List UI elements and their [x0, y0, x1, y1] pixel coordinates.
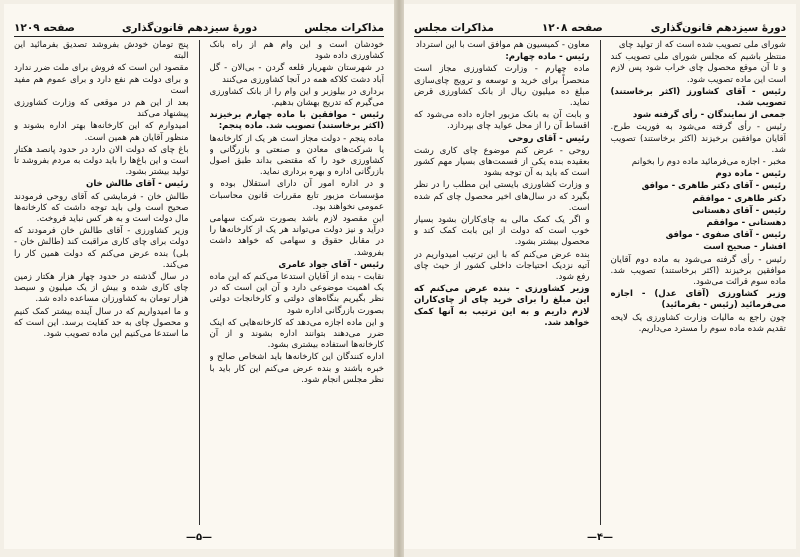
paragraph: چون راجع به مالیات وزارت کشاورزی یک لایحه تقدیم شده ماده سوم را مسترد می‌داریم.: [610, 312, 786, 334]
paragraph: رئیس - آقای روحی: [508, 133, 590, 144]
right-page-column-right: [611, 40, 787, 525]
right-page-label: صفحه ۱۲۰۸: [541, 22, 603, 34]
paragraph: پنج تومان خودش بفروشد تصدیق بفرمائید این البته: [14, 40, 189, 62]
paragraph: رئیس - رأی گرفته می‌شود به فوریت طرح. آقایان موافقین برخیزند (اکثر برخاستند) تصویب شد.: [610, 122, 786, 155]
left-page-title: مذاکرات مجلس: [304, 22, 384, 34]
left-page: [4, 4, 394, 549]
paragraph: رئیس - آقای جواد عامری: [278, 259, 384, 270]
paragraph: اداره کنندگان این کارخانه‌ها باید اشخاص صالح و خبره باشند و بنده عرض می‌کنم این کار باید با نظر مجلس انجام شود.: [209, 352, 384, 385]
left-page-column-right: [210, 40, 385, 525]
paragraph: وزیر کشاورزی - آقای طالش خان فرمودند که دولت برای چای کاری مراقبت کند (طالش خان - بلی) بنده عرض می‌کنم که دولت همین کار را می‌کند.: [14, 226, 189, 270]
paragraph: بنده عرض می‌کنم که با این ترتیب امیدواریم در آتیه نزدیک احتیاجات داخلی کشور از حیث چای رفع شود.: [414, 249, 590, 283]
paragraph: ماده پنجم - دولت مجاز است هر یک از کارخانه‌ها یا شرکت‌های معادن و صنعتی و بازرگانی و کشاورزی خود را که مقتضی بداند طبق اصول بازرگانی اداره و بهره برداری نماید.: [209, 133, 384, 178]
right-page-term: دورهٔ سیزدهم قانون‌گذاری: [650, 22, 786, 34]
paragraph: رئیس - رأی گرفته می‌شود به ماده دوم آقایان موافقین برخیزند (اکثر برخاستند) تصویب شد. ماده سوم قرائت می‌شود.: [610, 254, 786, 288]
right-page-column-left: [414, 40, 590, 525]
paragraph: رئیس - آقای طالش خان: [86, 179, 189, 190]
paragraph: و اگر یک کمک مالی به چای‌کاران بشود بسیار خوب است که دولت از این بابت کمک کند و محصول بیشتر بشود.: [414, 215, 590, 248]
paragraph: نقابت - بنده از آقایان استدعا می‌کنم که این ماده یک اهمیت موضوعی دارد و آن این است که در نظر بگیریم بنگاه‌های دولتی و کارخانجات دولتی بصورت بازرگانی اداره شود: [209, 272, 384, 316]
paragraph: و بابت آن به بانک مزبور اجازه داده می‌شود که اقساط آن را از محل عواید چای بپردازد.: [414, 110, 590, 132]
paragraph: منتظر باشیم که مجلس شورای ملی تصویب کند و تا آن موقع محصول چای خراب شود پس لازم است این ماده تصویب شود.: [610, 52, 786, 85]
paragraph: رئیس - آقای صفوی - موافق: [665, 230, 786, 241]
paragraph: در شهرستان شهریار قلعه گردن - بی‌الان - گل آباد دشت کلاکه همه در آنجا کشاورزی می‌کنند: [209, 63, 384, 85]
paragraph: خودشان است و این وام هم از راه بانک کشاورزی داده شود: [209, 40, 384, 62]
paragraph: رئیس - آقای دکتر طاهری - موافق: [641, 181, 786, 192]
paragraph: رئیس - آقای کشاورز (اکثر برخاستند) تصویب شد.: [610, 86, 786, 109]
paragraph: دهستانی - موافقم: [706, 218, 786, 229]
paragraph: روحی - عرض کنم موضوع چای کاری رشت بعقیده بنده یکی از قسمت‌های بسیار مهم کشور است که باید به آن توجه بشود: [414, 145, 590, 179]
paragraph: رئیس - ماده دوم: [715, 169, 786, 180]
right-page-number: —۴—: [586, 532, 614, 543]
paragraph: ماده چهارم - وزارت کشاورزی مجاز است منحصراً برای خرید و توسعه و ترویج چای‌سازی مبلغ ده میلیون ریال از بانک کشاورزی قرض نماید.: [414, 64, 590, 109]
right-page: [404, 4, 796, 549]
paragraph: و این ماده اجازه می‌دهد که کارخانه‌هایی که اینک ضرر می‌دهند بتوانند اداره بشوند و از آن کارخانه‌ها استفاده بیشتری بشود.: [209, 317, 384, 351]
right-page-title: مذاکرات مجلس: [414, 22, 494, 34]
right-page-columns: [414, 40, 786, 525]
column-rule: [199, 40, 200, 525]
paragraph: مقصود این است که فروش برای ملت ضرر ندارد و برای دولت هم نفع دارد و برای عموم هم مفید است: [14, 63, 189, 96]
paragraph: و ما امیدواریم که در سال آینده بیشتر کمک کنیم و محصول چای به حد کفایت برسد. این است که ما استدعا می‌کنیم این ماده تصویب شود.: [14, 306, 189, 340]
paragraph: برداری در بیلوزبر و این وام را از بانک کشاورزی می‌گیرم که تدریج بهشان بدهیم.: [209, 86, 384, 109]
left-page-columns: [14, 40, 384, 525]
paragraph: در سال گذشته در حدود چهار هزار هکتار زمین چای کاری شده و بیش از یک میلیون و سیصد هزار تومان به کشاورزان مساعده داده شد.: [14, 272, 189, 305]
paragraph: طالش خان - فرمایشی که آقای روحی فرمودند صحیح است ولی باید توجه داشت که کارخانه‌ها مال دولت است و به هر کس نباید فروخت.: [14, 191, 189, 225]
paragraph: افشار - صحیح است: [703, 242, 786, 253]
paragraph: مخبر - اجازه می‌فرمائید ماده دوم را بخوانم: [631, 157, 786, 168]
book-gutter: [394, 0, 404, 557]
paragraph: وزیر کشاورزی (آقای عدل) - اجازه می‌فرمائید (رئیس - بفرمائید): [610, 289, 786, 311]
left-page-number: —۵—: [185, 532, 213, 543]
paragraph: دکتر طاهری - موافقم: [692, 193, 786, 204]
left-page-column-left: [14, 40, 189, 525]
paragraph: شورای ملی تصویب شده است که از تولید چای: [618, 40, 786, 50]
paragraph: و وزارت کشاورزی بایستی این مطلب را در نظر بگیرد که در سال‌های اخیر محصول چای کم شده است.: [414, 180, 590, 213]
paragraph: و در اداره امور آن دارای استقلال بوده و مؤسسات مزبور تابع مقررات قانون محاسبات عمومی نخواهند بود.: [209, 179, 384, 212]
right-page-header: [414, 12, 786, 37]
paragraph: معاون - کمیسیون هم موافق است با این استرداد: [415, 40, 590, 50]
paragraph: باغ چای که دولت الان دارد در حدود پانصد هکتار است و این باغ‌ها را باید دولت به مردم بفروشد تا تولید بیشتر بشود.: [14, 144, 189, 178]
paragraph: بعد از این هم در موقعی که وزارت کشاورزی پیشنهاد می‌کند: [14, 98, 189, 120]
paragraph: وزیر کشاورزی - بنده عرض می‌کنم که این مبلغ را برای خرید چای از چای‌کاران لازم داریم و به این ترتیب به آنها کمک خواهد شد.: [414, 284, 590, 328]
left-page-label: صفحه ۱۲۰۹: [14, 22, 75, 34]
paragraph: این مقصود لازم باشد بصورت شرکت سهامی درآید و نیز دولت می‌تواند هر یک از کارخانه‌ها را در مقابل حقوق و سهامی که خواهد داشت بفروشد.: [209, 214, 384, 258]
paragraph: جمعی از نمایندگان - رأی گرفته شود: [632, 110, 786, 121]
paragraph: رئیس - موافقین با ماده چهارم برخیزند (اکثر برخاستند) تصویب شد. ماده پنجم:: [209, 110, 384, 132]
paragraph: رئیس - آقای دهستانی: [692, 205, 786, 216]
column-rule: [600, 40, 601, 525]
paragraph: رئیس - ماده چهارم:: [505, 52, 590, 63]
left-page-term: دورهٔ سیزدهم قانون‌گذاری: [121, 22, 258, 34]
paragraph: امیدوارم که این کارخانه‌ها بهتر اداره بشوند و منظور آقایان هم همین است.: [14, 121, 189, 143]
left-page-header: [14, 12, 384, 37]
